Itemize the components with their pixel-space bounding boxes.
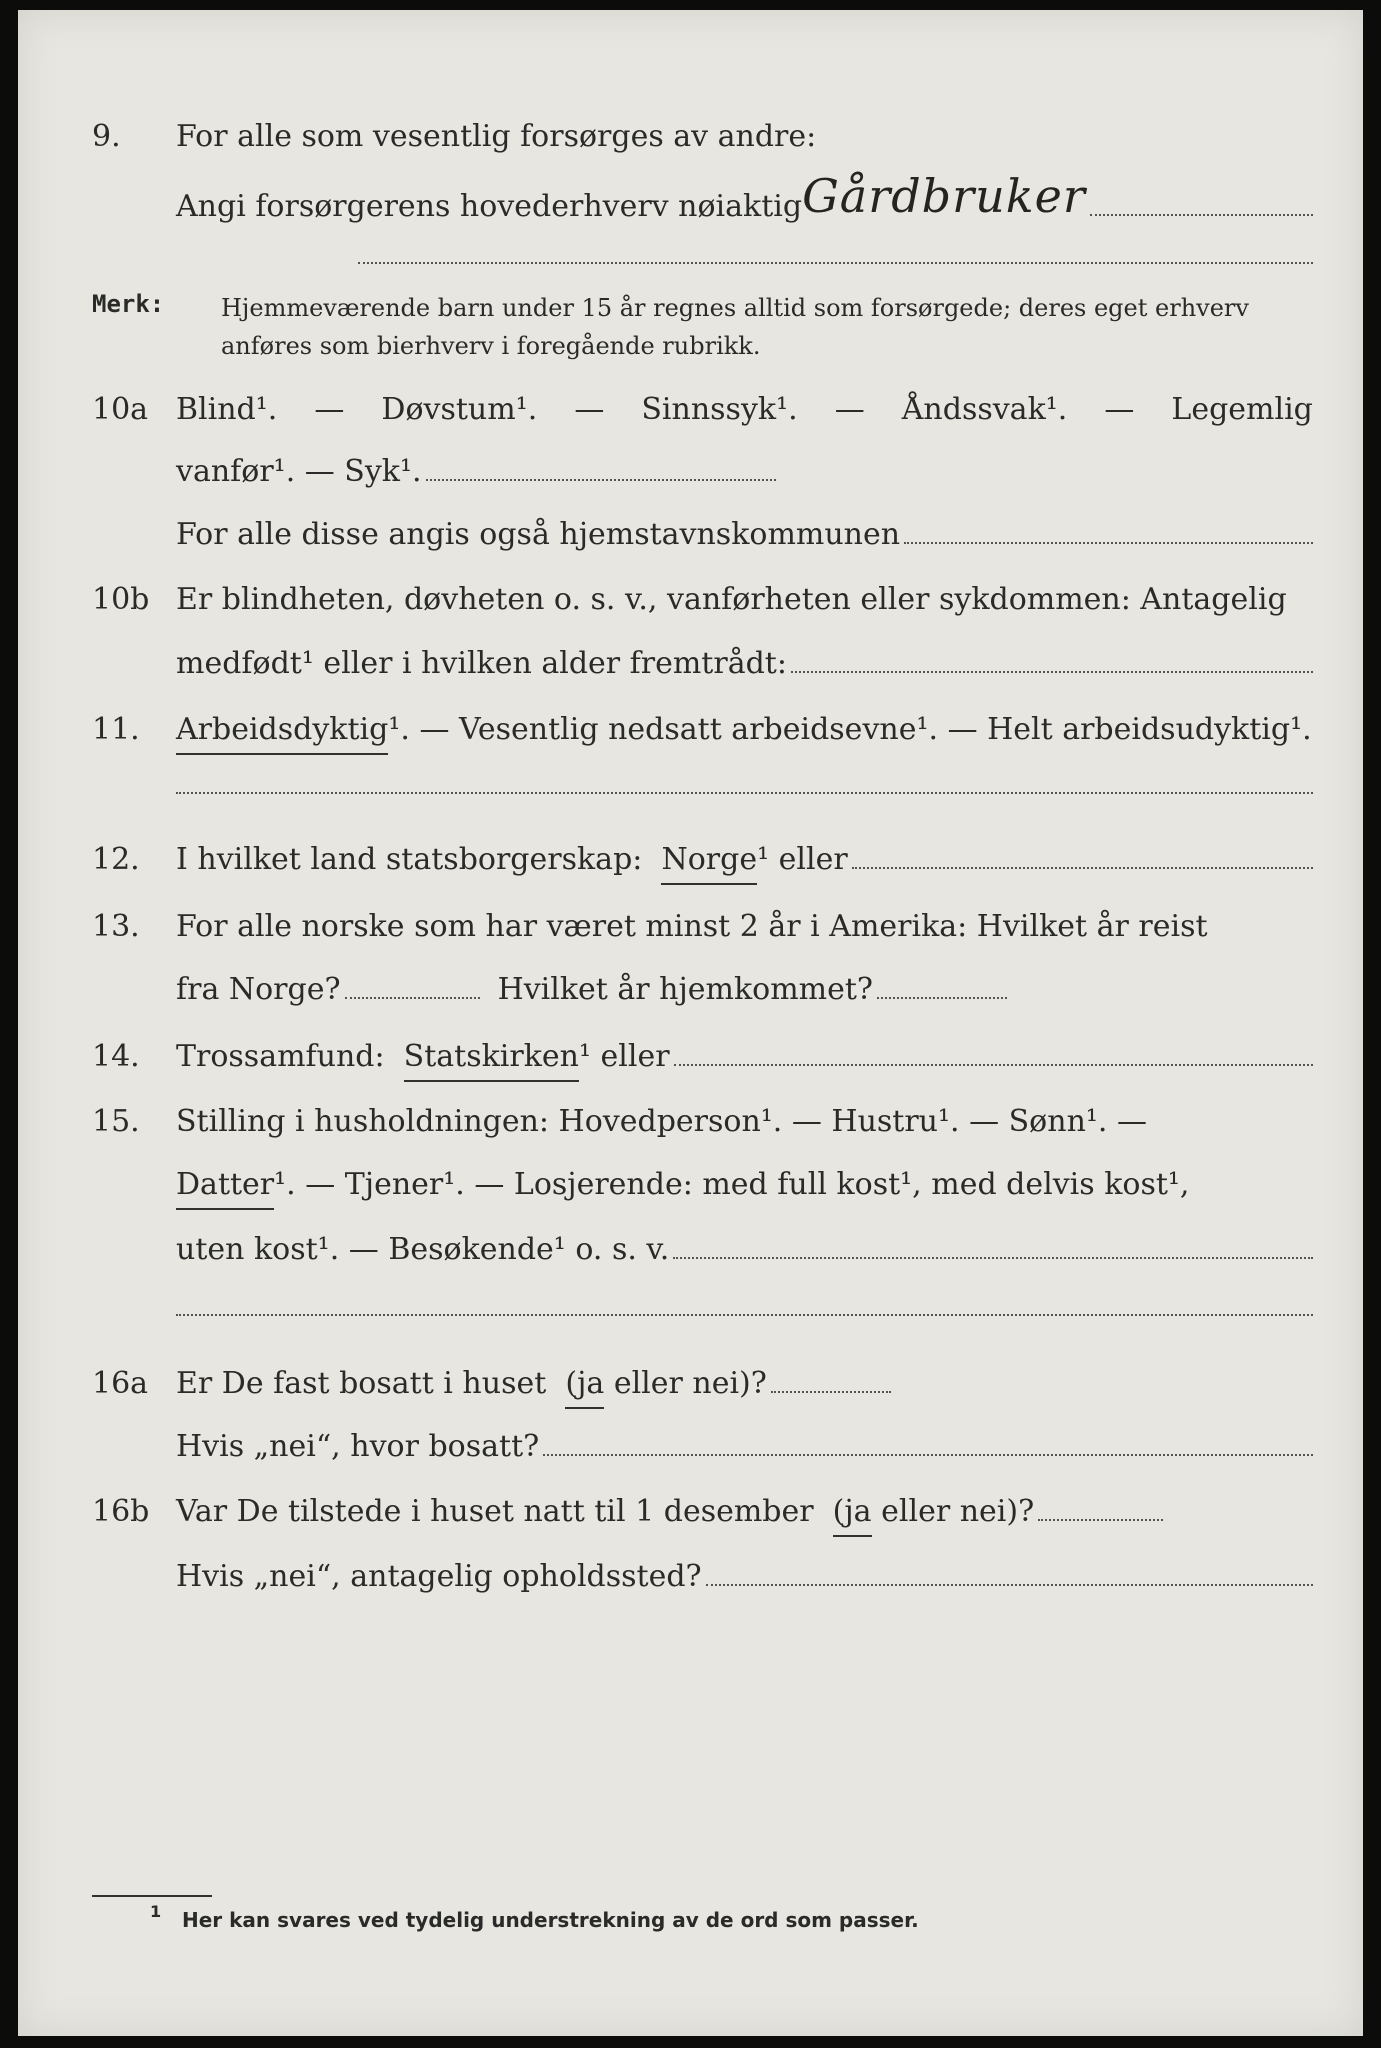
q13-hjemkommet-line: [877, 973, 1007, 999]
q14-number: 14.: [92, 1039, 140, 1074]
merk-text-1: Hjemmeværende barn under 15 år regnes alltid som forsørgede; deres eget erhverv: [221, 294, 1249, 322]
q15-line-3: [18, 1228, 1363, 1272]
footnote-mark: 1: [150, 1902, 162, 1921]
q9-text-2: Angi forsørgerens hovederhverv nøiaktig: [176, 189, 803, 224]
q9-line-1: [18, 115, 1363, 159]
q11-line-1: [18, 708, 1363, 752]
q14-line: [18, 1035, 1363, 1079]
q10a-opt-andssvak[interactable]: Åndssvak¹.: [901, 392, 1068, 427]
census-form-page: [18, 10, 1363, 2036]
q16a-number: 16a: [92, 1366, 149, 1401]
q9-answer-line: [1090, 190, 1313, 216]
q13-reist-line: [345, 973, 480, 999]
q15-line-2: [18, 1163, 1363, 1207]
q9-number: 9.: [92, 119, 121, 154]
q16a-text-1a: Er De fast bosatt i huset: [176, 1366, 547, 1401]
q10a-opt-legemlig[interactable]: Legemlig: [1171, 392, 1313, 427]
q13-number: 13.: [92, 909, 140, 944]
q13-line-2: [18, 968, 1363, 1012]
footnote: [150, 1902, 919, 1932]
q15-answer-line: [673, 1233, 1313, 1259]
q14-answer-line: [674, 1040, 1313, 1066]
q13-text-2b: Hvilket år hjemkommet?: [497, 972, 874, 1007]
q10a-opt-dovstum[interactable]: Døvstum¹.: [381, 392, 538, 427]
footnote-rule: [92, 1895, 212, 1897]
q16a-line-2: [18, 1425, 1363, 1469]
q16a-opt-ja[interactable]: (ja: [565, 1362, 604, 1409]
q10a-text-2: vanfør¹. — Syk¹.: [176, 454, 422, 489]
merk-text-2: anføres som bierhverv i foregående rubrikk.: [221, 332, 761, 360]
q16b-text-2: Hvis „nei“, antagelig opholdssted?: [176, 1559, 702, 1594]
q16a-answer-line: [771, 1367, 891, 1393]
q14-text: Trossamfund:: [176, 1039, 385, 1074]
q10b-answer-line: [791, 647, 1313, 673]
q16a-bosatt-line: [543, 1430, 1313, 1456]
q9-line-2: [18, 169, 1363, 224]
q10a-line-3: [18, 513, 1363, 557]
q11-opt-arbeidsdyktig[interactable]: Arbeidsdyktig: [176, 708, 388, 755]
q10b-text-2: medfødt¹ eller i hvilken alder fremtrådt:: [176, 646, 787, 681]
q10a-line-1: 10a Blind¹. — Døvstum¹. — Sinnssyk¹. — Åndssvak¹. — Legemlig: [18, 388, 1363, 432]
q13-text-2a: fra Norge?: [176, 972, 341, 1007]
q15-number: 15.: [92, 1104, 140, 1139]
merk-label: Merk:: [92, 290, 165, 318]
q12-answer-line: [852, 843, 1313, 869]
q14-opt-statskirken[interactable]: Statskirken: [404, 1035, 579, 1082]
q16b-text-1a: Var De tilstede i huset natt til 1 desember: [176, 1494, 814, 1529]
q9-extra-line: [358, 262, 1313, 264]
q10a-opt-blind[interactable]: Blind¹.: [176, 392, 278, 427]
q10b-line-1: [18, 578, 1363, 622]
q12-text: I hvilket land statsborgerskap:: [176, 842, 643, 877]
q11-text-rest: ¹. — Vesentlig nedsatt arbeidsevne¹. — Helt arbeidsudyktig¹.: [388, 712, 1312, 747]
q16b-answer-line: [1038, 1495, 1163, 1521]
q10a-answer-line: [426, 455, 776, 481]
q16b-line-2: [18, 1555, 1363, 1599]
footnote-text: Her kan svares ved tydelig understrekning av de ord som passer.: [182, 1908, 919, 1932]
q16b-text-1b: eller nei)?: [881, 1494, 1035, 1529]
q15-line-1: [18, 1100, 1363, 1144]
q13-line-1: [18, 905, 1363, 949]
q16b-opt-ja[interactable]: (ja: [833, 1490, 872, 1537]
q14-suffix: ¹ eller: [578, 1039, 670, 1074]
q12-number: 12.: [92, 842, 140, 877]
q10a-opt-sinnssyk[interactable]: Sinnssyk¹.: [641, 392, 798, 427]
q10a-number: 10a: [92, 392, 149, 427]
q15-extra-line: [176, 1314, 1313, 1316]
q16a-text-2: Hvis „nei“, hvor bosatt?: [176, 1429, 540, 1464]
q10a-hjemstavn-line: [904, 518, 1313, 544]
q10b-line-2: [18, 642, 1363, 686]
q10b-text-1: Er blindheten, døvheten o. s. v., vanførheten eller sykdommen: Antagelig: [176, 582, 1287, 617]
q16b-number: 16b: [92, 1494, 150, 1529]
q16a-text-1b: eller nei)?: [613, 1366, 767, 1401]
q12-suffix: ¹ eller: [757, 842, 848, 877]
q9-handwritten-answer[interactable]: Gårdbruker: [802, 169, 1086, 223]
q16a-line-1: [18, 1362, 1363, 1406]
q11-answer-line: [176, 792, 1313, 794]
q10a-line-2: [18, 450, 1363, 494]
q15-opt-datter[interactable]: Datter: [176, 1163, 274, 1210]
q10a-text-3: For alle disse angis også hjemstavnskommunen: [176, 517, 901, 552]
q15-text-1: Stilling i husholdningen: Hovedperson¹. — Hustru¹. — Sønn¹. —: [176, 1104, 1147, 1139]
q12-line: [18, 838, 1363, 882]
q9-text-1: For alle som vesentlig forsørges av andre:: [176, 119, 817, 154]
q11-number: 11.: [92, 712, 140, 747]
q15-text-2: ¹. — Tjener¹. — Losjerende: med full kost¹, med delvis kost¹,: [274, 1167, 1190, 1202]
q12-opt-norge[interactable]: Norge: [661, 838, 757, 885]
q15-text-3: uten kost¹. — Besøkende¹ o. s. v.: [176, 1232, 670, 1267]
q10b-number: 10b: [92, 582, 150, 617]
q16b-opholdssted-line: [706, 1560, 1313, 1586]
q13-text-1: For alle norske som har været minst 2 år i Amerika: Hvilket år reist: [176, 909, 1208, 944]
q16b-line-1: [18, 1490, 1363, 1534]
